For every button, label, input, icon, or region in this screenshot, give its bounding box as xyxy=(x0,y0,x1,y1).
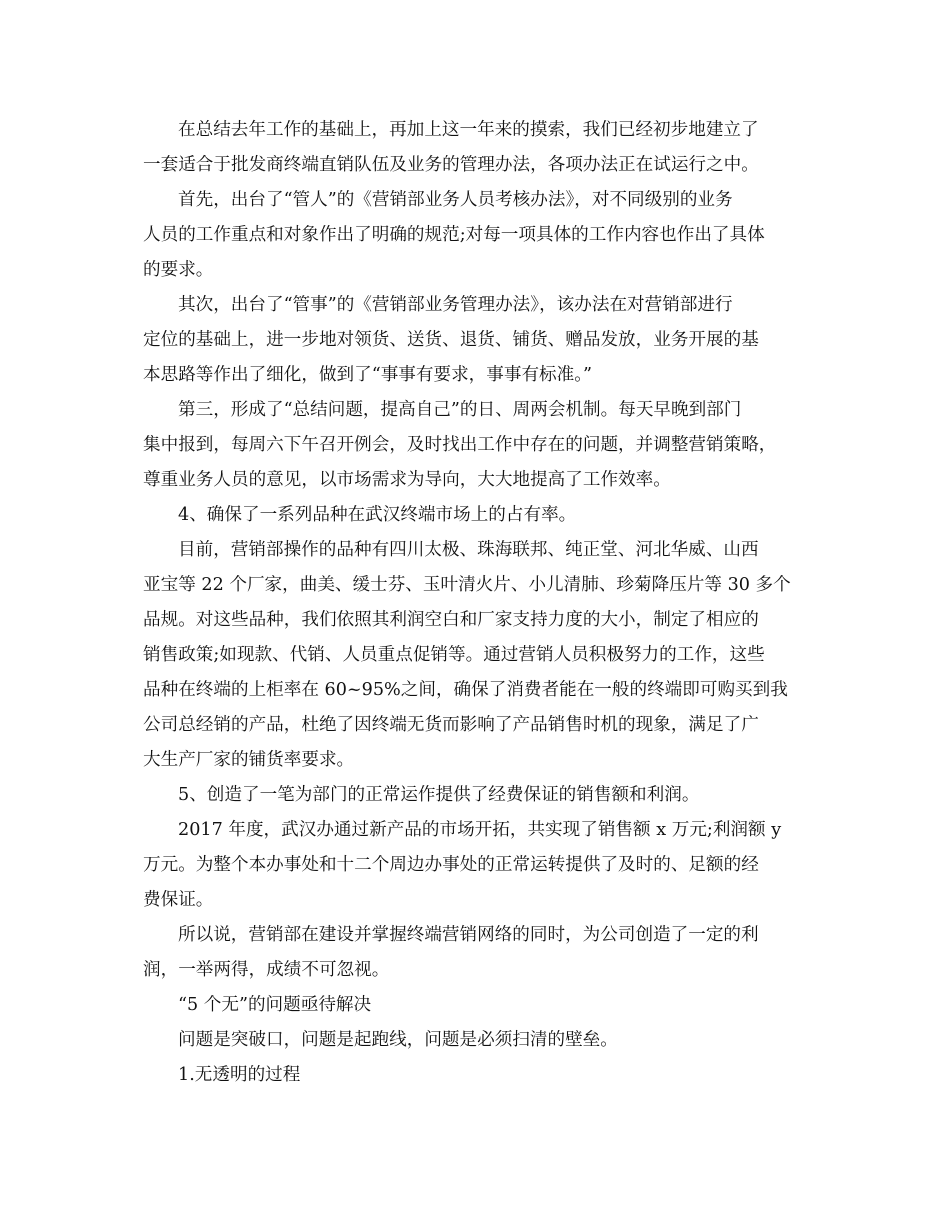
paragraph xyxy=(143,918,823,988)
text-line: 销售政策;如现款、代销、人员重点促销等。通过营销人员积极努力的工作，这些 xyxy=(143,645,765,665)
text-line: 本思路等作出了细化，做到了“事事有要求，事事有标准。” xyxy=(143,365,593,385)
text-line: 一套适合于批发商终端直销队伍及业务的管理办法，各项办法正在试运行之中。 xyxy=(143,155,759,175)
paragraph xyxy=(143,778,823,813)
text-line: 在总结去年工作的基础上，再加上这一年来的摸索，我们已经初步地建立了 xyxy=(178,120,759,140)
text-line: 尊重业务人员的意见，以市场需求为导向，大大地提高了工作效率。 xyxy=(143,470,671,490)
paragraph xyxy=(143,498,823,533)
text-line: 人员的工作重点和对象作出了明确的规范;对每一项具体的工作内容也作出了具体 xyxy=(143,225,765,245)
text-line: 费保证。 xyxy=(143,890,214,910)
paragraph xyxy=(143,288,823,393)
text-line: 的要求。 xyxy=(143,260,214,280)
document-body xyxy=(143,113,823,1093)
text-line: 5、创造了一笔为部门的正常运作提供了经费保证的销售额和利润。 xyxy=(178,785,700,805)
text-line: 1.无透明的过程 xyxy=(178,1065,301,1085)
text-line: 所以说，营销部在建设并掌握终端营销网络的同时，为公司创造了一定的利 xyxy=(178,925,759,945)
text-line: 首先，出台了“管人”的《营销部业务人员考核办法》，对不同级别的业务 xyxy=(178,190,733,210)
text-line: 4、确保了一系列品种在武汉终端市场上的占有率。 xyxy=(178,505,577,525)
paragraph xyxy=(143,113,823,183)
text-line: 目前，营销部操作的品种有四川太极、珠海联邦、纯正堂、河北华威、山西 xyxy=(178,540,759,560)
text-line: 集中报到，每周六下午召开例会，及时找出工作中存在的问题，并调整营销策略， xyxy=(143,435,777,455)
paragraph xyxy=(143,393,823,498)
text-line: 大生产厂家的铺货率要求。 xyxy=(143,750,355,770)
paragraph xyxy=(143,183,823,288)
list-item-heading xyxy=(143,1058,823,1093)
text-line: 第三，形成了“总结问题，提高自己”的日、周两会机制。每天早晚到部门 xyxy=(178,400,742,420)
text-line: 其次，出台了“管事”的《营销部业务管理办法》，该办法在对营销部进行 xyxy=(178,295,733,315)
text-line: 问题是突破口，问题是起跑线，问题是必须扫清的壁垒。 xyxy=(178,1030,618,1050)
text-line: 公司总经销的产品，杜绝了因终端无货而影响了产品销售时机的现象，满足了广 xyxy=(143,715,759,735)
text-line: 万元。为整个本办事处和十二个周边办事处的正常运转提供了及时的、足额的经 xyxy=(143,855,759,875)
paragraph xyxy=(143,533,823,778)
text-line: 品规。对这些品种，我们依照其利润空白和厂家支持力度的大小，制定了相应的 xyxy=(143,610,759,630)
paragraph xyxy=(143,813,823,918)
text-line: 定位的基础上，进一步地对领货、送货、退货、铺货、赠品发放，业务开展的基 xyxy=(143,330,759,350)
text-line: 品种在终端的上柜率在 60~95%之间，确保了消费者能在一般的终端即可购买到我 xyxy=(143,680,788,700)
text-line: 亚宝等 22 个厂家，曲美、缓士芬、玉叶清火片、小儿清肺、珍菊降压片等 30 多个 xyxy=(143,575,791,595)
section-heading xyxy=(143,988,823,1023)
text-line: 润，一举两得，成绩不可忽视。 xyxy=(143,960,390,980)
text-line: 2017 年度，武汉办通过新产品的市场开拓，共实现了销售额 x 万元;利润额 y xyxy=(178,820,782,840)
text-line: “5 个无”的问题亟待解决 xyxy=(178,995,372,1015)
paragraph xyxy=(143,1023,823,1058)
